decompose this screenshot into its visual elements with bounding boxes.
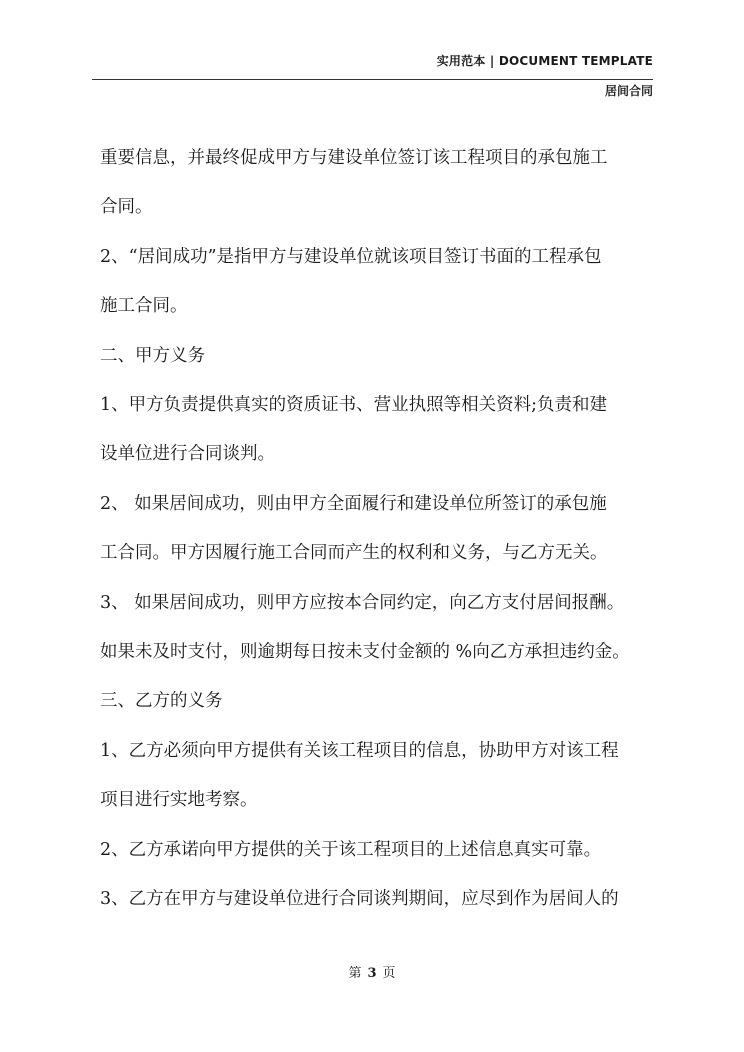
- page-prefix: 第: [348, 966, 362, 981]
- document-title: 居间合同: [604, 84, 653, 98]
- text-line: 3、乙方在甲方与建设单位进行合同谈判期间，应尽到作为居间人的: [100, 889, 619, 910]
- document-body: [100, 134, 660, 925]
- text-line: 施工合同。: [100, 296, 188, 317]
- text-line: 3、 如果居间成功，则甲方应按本合同约定，向乙方支付居间报酬。: [100, 592, 625, 613]
- section-heading: 二、甲方义务: [100, 345, 205, 366]
- text-line: 1、甲方负责提供真实的资质证书、营业执照等相关资料;负责和建: [100, 395, 608, 416]
- header-divider: [92, 79, 653, 80]
- text-line: 2、乙方承诺向甲方提供的关于该工程项目的上述信息真实可靠。: [100, 839, 602, 860]
- text-line: 设单位进行合同谈判。: [100, 444, 275, 465]
- header-brand: 实用范本 | DOCUMENT TEMPLATE: [436, 54, 653, 68]
- page-suffix: 页: [382, 966, 396, 981]
- text-line: 2、 如果居间成功，则由甲方全面履行和建设单位所签订的承包施: [100, 493, 607, 514]
- page-number: 3: [367, 966, 377, 981]
- text-line: 工合同。甲方因履行施工合同而产生的权利和义务，与乙方无关。: [100, 543, 608, 564]
- text-line: 1、乙方必须向甲方提供有关该工程项目的信息，协助甲方对该工程: [100, 740, 619, 761]
- page-footer: [0, 962, 744, 981]
- page-header: [92, 50, 653, 100]
- text-line: 2、“居间成功”是指甲方与建设单位就该项目签订书面的工程承包: [100, 246, 602, 267]
- text-line: 重要信息，并最终促成甲方与建设单位签订该工程项目的承包施工: [100, 148, 608, 168]
- text-line: 如果未及时支付，则逾期每日按未支付金额的 %向乙方承担违约金。: [100, 642, 630, 663]
- text-line: 项目进行实地考察。: [100, 790, 258, 811]
- section-heading: 三、乙方的义务: [100, 691, 223, 712]
- text-line: 合同。: [100, 197, 153, 218]
